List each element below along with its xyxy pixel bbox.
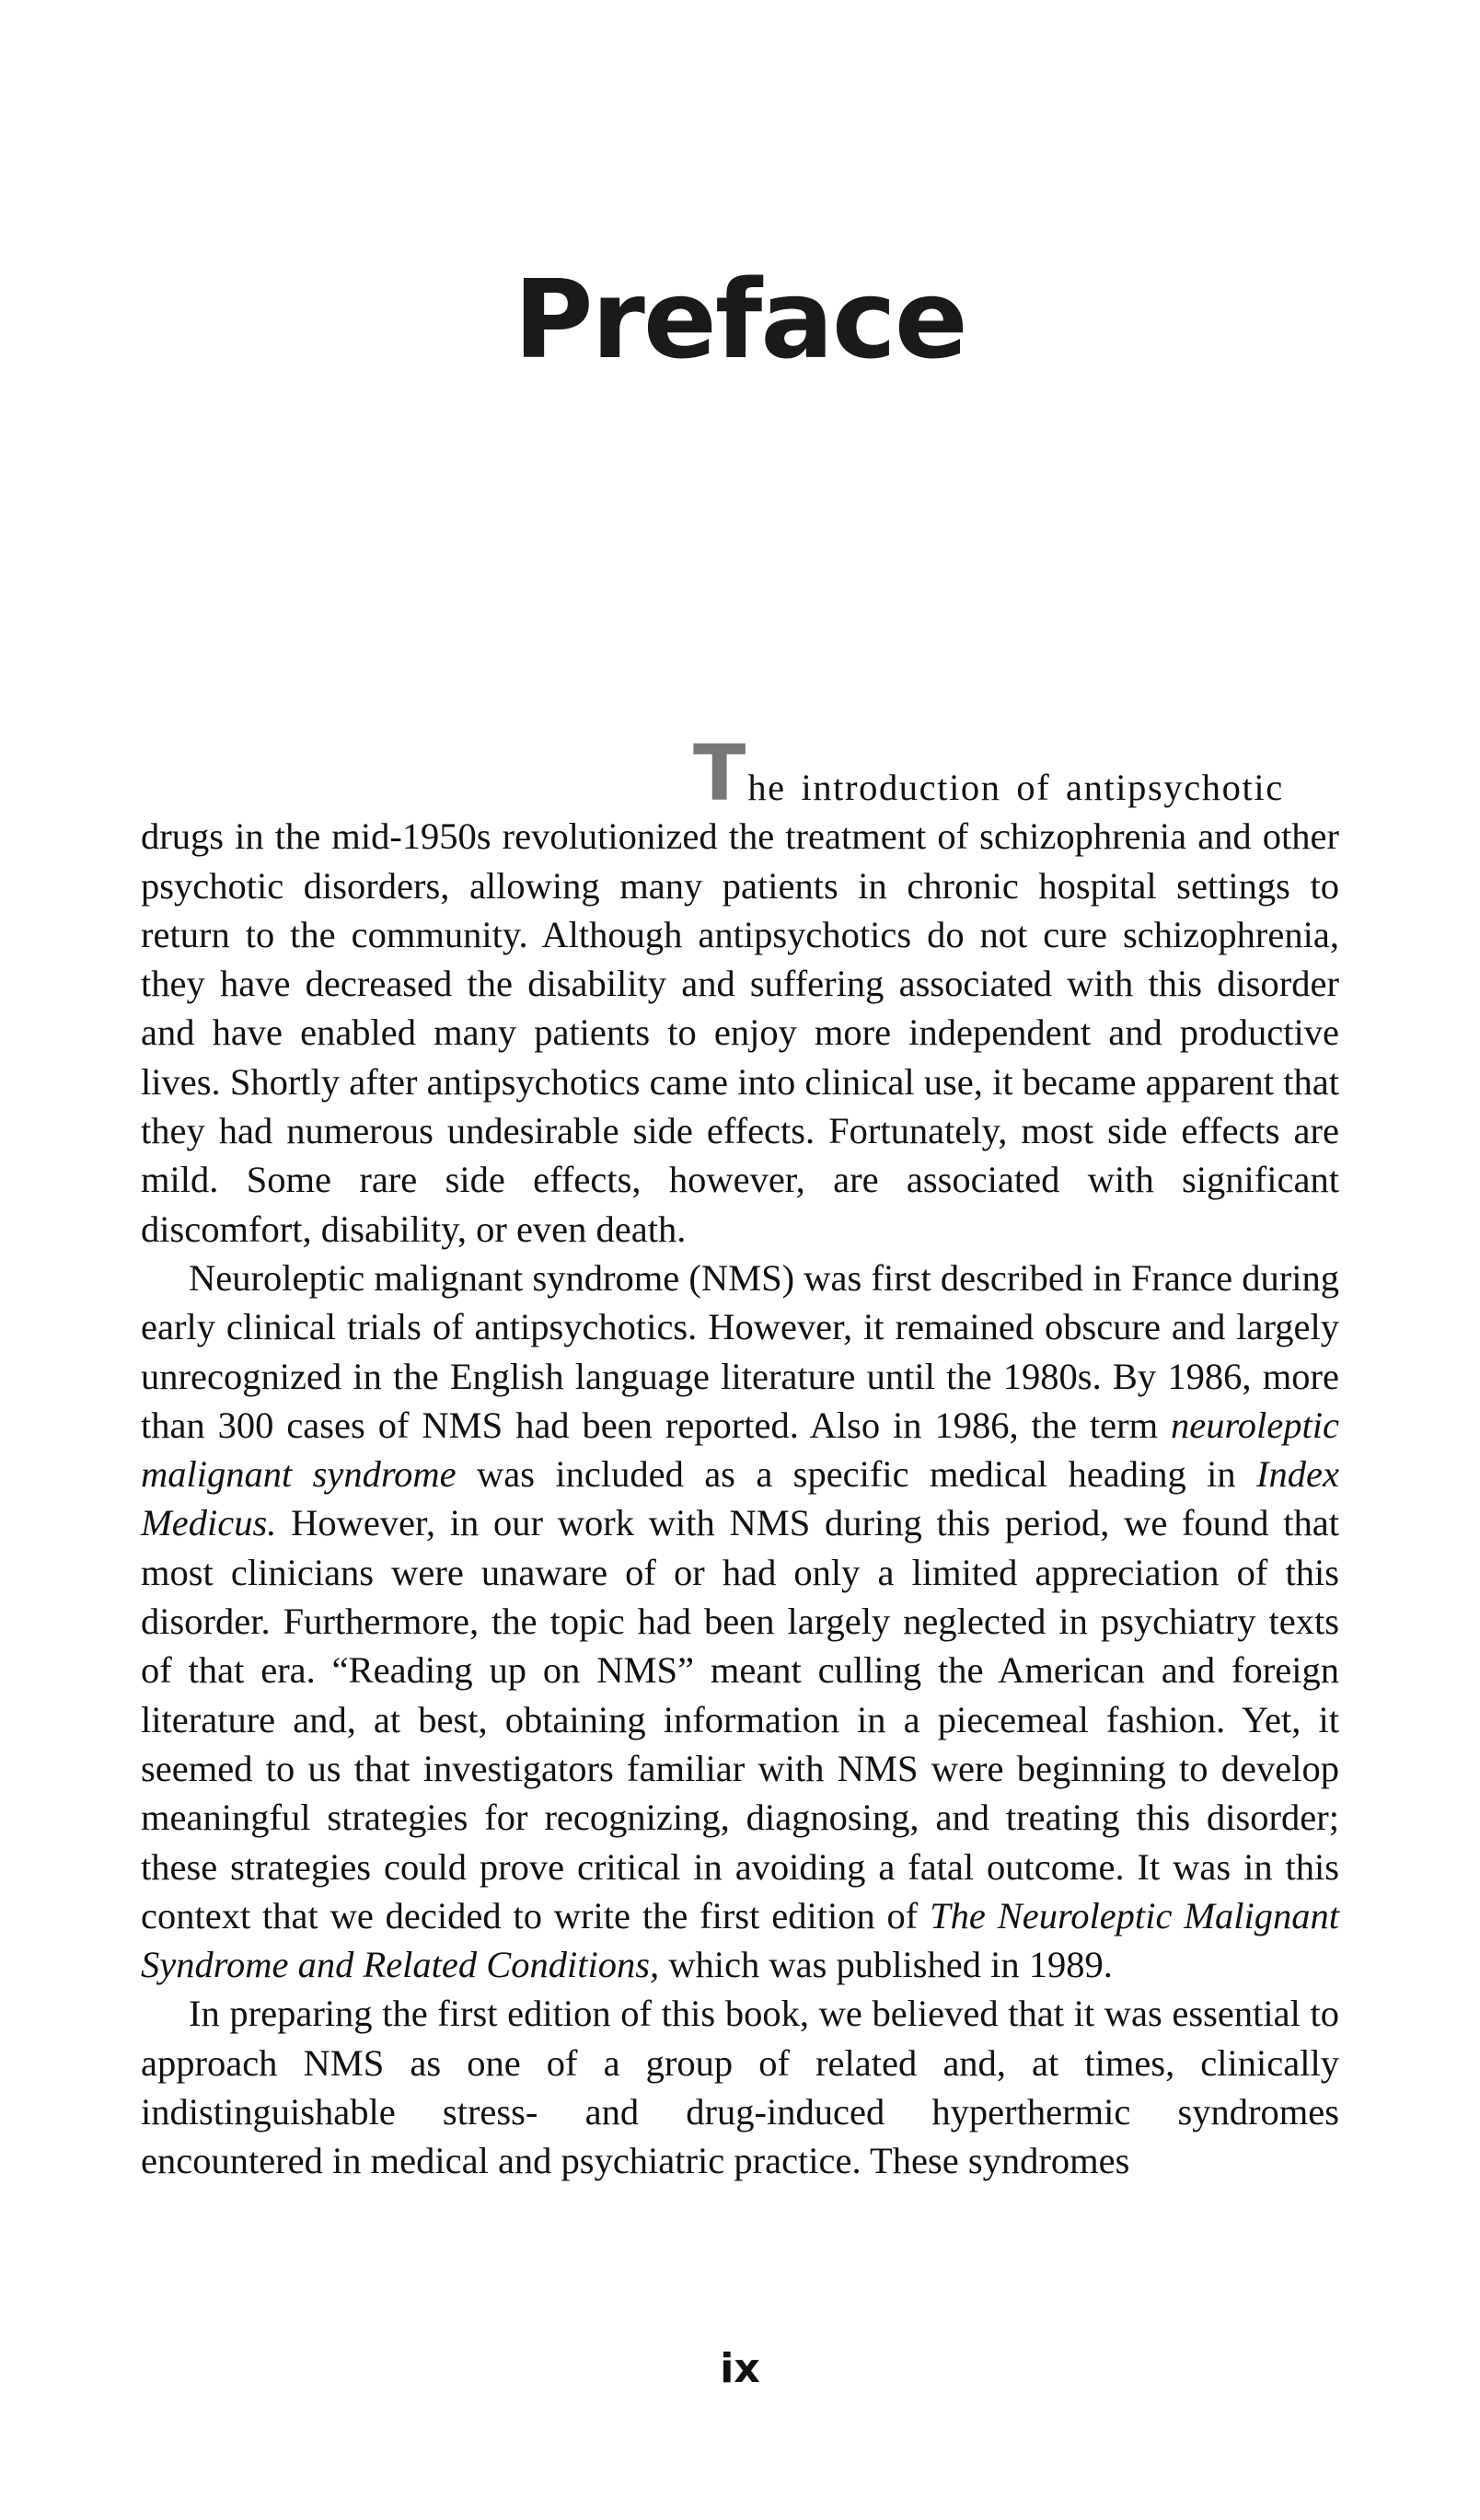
preface-body — [141, 728, 1339, 2186]
page-title: Preface — [514, 256, 966, 383]
opening-words: he introduction of antipsychotic — [747, 767, 1284, 808]
italic-term: neuroleptic malignant syndrome — [141, 1404, 1339, 1496]
italic-book-title: The Neuroleptic Malignant Syndrome and Related Conditions, — [141, 1894, 1339, 1986]
paragraph-2-text: was included as a specific medical heading in — [456, 1453, 1257, 1496]
page-number: ix — [720, 2345, 760, 2392]
italic-index-title: Index Medicus. — [141, 1453, 1339, 1544]
drop-cap: T — [693, 728, 746, 818]
paragraph-2-text: which was published in 1989. — [659, 1944, 1113, 1986]
paragraph-2-text: However, in our work with NMS during this period, we found that most clinicians were unaware of or had only a limited appreciation of this disorder. Furthermore, the topic had been largely neglected in psychiatry texts of that era. “Reading up on NMS” meant culling the American and foreign literature and, at best, obtaining information in a piecemeal fashion. Yet, it seemed to us that investigators familiar with NMS were beginning to develop meaningful strategies for recognizing, diagnosing, and treating this disorder; these strategies could prove critical in avoiding a fatal outcome. It was in this context that we decided to write the first edition of — [141, 1502, 1339, 1936]
paragraph-1-opening — [141, 728, 1339, 818]
paragraph-3: In preparing the first edition of this book, we believed that it was essential to approach NMS as one of a group of related and, at times, clinically indistinguishable stress- and drug-induced hyperthermic syndromes encountered in medical and psychiatric practice. These syndromes — [141, 1993, 1339, 2182]
paragraph-2 — [141, 1254, 1339, 1989]
paragraph-2-text: Neuroleptic malignant syndrome (NMS) was first described in France during early clinical trials of antipsychotics. However, it remained obscure and largely unrecognized in the English language literature until the 1980s. By 1986, more than 300 cases of NMS had been reported. Also in 1986, the term — [141, 1256, 1339, 1446]
paragraph-1: drugs in the mid-1950s revolutionized the treatment of schizophrenia and other psychotic disorders, allowing many patients in chronic hospital settings to return to the community. Although antipsychotics do not cure schizophrenia, they have decreased the disability and suffering associated with this disorder and have enabled many patients to enjoy more independent and productive lives. Shortly after antipsychotics came into clinical use, it became apparent that they had numerous undesirable side effects. Fortunately, most side effects are mild. Some rare side effects, however, are associated with significant discomfort, disability, or even death. — [141, 815, 1339, 1250]
